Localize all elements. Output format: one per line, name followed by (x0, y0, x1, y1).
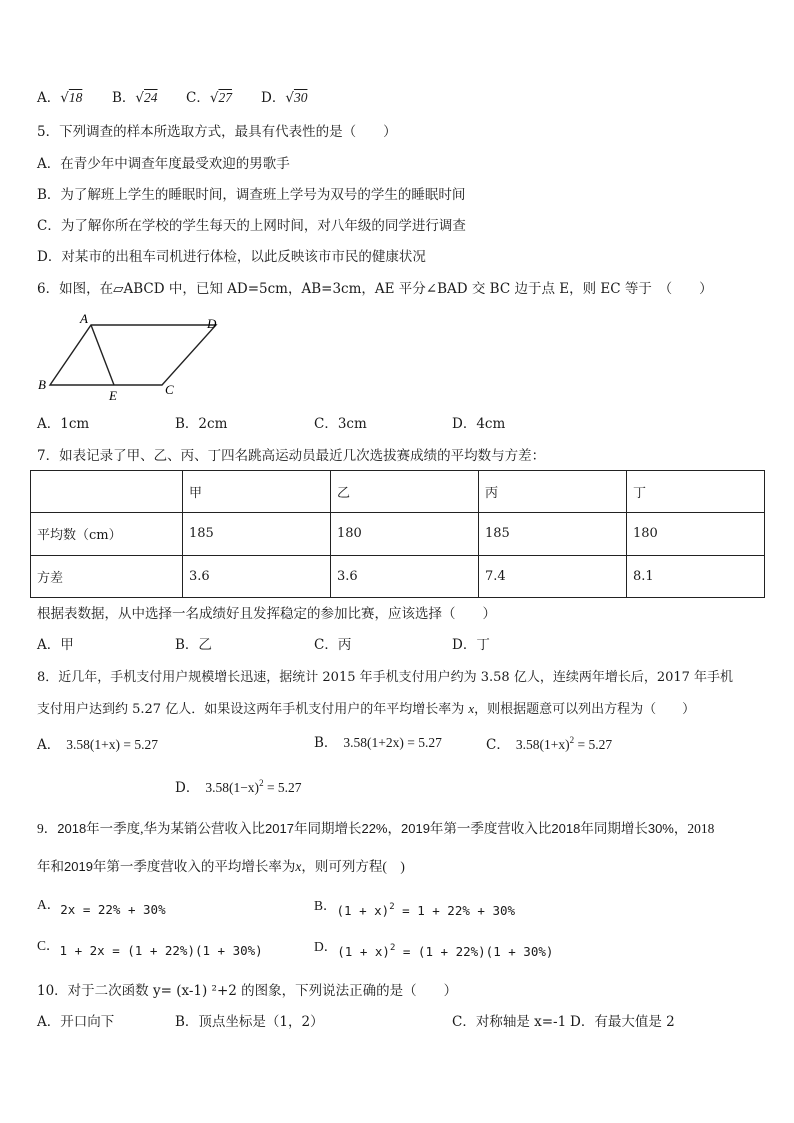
table-cell: 185 (183, 513, 331, 555)
q8-stem-line1: 8．近几年，手机支付用户规模增长迅速，据统计 2015 年手机支付用户约为 3.58 亿人，连续两年增长后，2017 年手机 (37, 670, 734, 685)
radicand: 30 (293, 90, 308, 105)
option-letter: C． (186, 90, 210, 106)
q7-option-b: B．乙 (175, 637, 212, 653)
option-letter: B． (314, 898, 337, 913)
q5-option-c: C．为了解你所在学校的学生每天的上网时间，对八年级的同学进行调查 (37, 218, 466, 234)
year: 2019 (64, 859, 93, 874)
q7-after-text: 根据表数据，从中选择一名成绩好且发挥稳定的参加比赛，应该选择（ ） (37, 606, 496, 622)
equation-base: 3.58(1+x) (515, 737, 570, 752)
equation-rhs: = 5.27 (263, 780, 302, 795)
stem-text: 年同期增长 (293, 821, 362, 836)
q7-score-table (30, 470, 765, 598)
table-cell: 180 (627, 513, 765, 555)
table-cell: 8.1 (627, 555, 765, 597)
q9-stem-line1 (37, 822, 714, 836)
table-cell (31, 471, 183, 513)
q6-stem: 6．如图，在▱ABCD 中，已知 AD=5cm，AB=3cm，AE 平分∠BAD 交 BC 边于点 E，则 EC 等于 （ ） (37, 281, 713, 297)
table-cell: 3.6 (331, 555, 479, 597)
q9-option-d (314, 939, 554, 959)
label-c: C (165, 382, 174, 397)
table-header-cell: 丁 (627, 471, 765, 513)
stem-text: 年和 (37, 859, 64, 874)
q9-option-a (37, 897, 166, 917)
q8-option-c (486, 736, 612, 753)
q6-option-c: C．3cm (314, 416, 367, 432)
table-cell: 7.4 (479, 555, 627, 597)
q5-option-a: A．在青少年中调查年度最受欢迎的男歌手 (37, 156, 290, 172)
q10-option-d: D．有最大值是 2 (570, 1014, 675, 1030)
radicand: 27 (218, 90, 232, 105)
exponent: 2 (569, 735, 575, 745)
sqrt-icon: √ (285, 90, 294, 106)
table-cell: 185 (479, 513, 627, 555)
table-cell: 180 (331, 513, 479, 555)
option-letter: B． (314, 735, 338, 751)
equation: 3.58(1+x) = 5.27 (66, 737, 158, 752)
table-header-cell: 乙 (331, 471, 479, 513)
option-letter: A． (37, 897, 61, 912)
q4-option-a (37, 91, 82, 106)
stem-text: ，则根据题意可以列出方程为（ ） (474, 702, 696, 717)
equation-rhs: = 1 + 22% + 30% (394, 903, 516, 918)
q5-option-b: B．为了解班上学生的睡眠时间，调查班上学号为双号的学生的睡眠时间 (37, 187, 466, 203)
q8-option-d (175, 779, 302, 796)
table-header-row (31, 471, 765, 513)
equation-base: (1 + x) (336, 903, 390, 918)
stem-text: ，则可列方程( ) (301, 859, 405, 874)
q4-option-c (186, 91, 232, 106)
equation-base: (1 + x) (337, 944, 390, 959)
q9-option-b (314, 898, 516, 918)
year: 2019 (401, 821, 430, 836)
sqrt-icon: √ (209, 90, 219, 106)
q8-option-b (314, 736, 442, 751)
q5-stem: 5．下列调查的样本所选取方式，最具有代表性的是（ ） (37, 124, 397, 140)
q10-option-c: C．对称轴是 x=-1 (452, 1014, 567, 1030)
exponent: 2 (389, 902, 395, 912)
option-letter: D． (314, 939, 338, 954)
table-row (31, 513, 765, 555)
year: 2018 (57, 821, 87, 836)
segment-ae (91, 325, 114, 385)
q6-option-b: B．2cm (175, 416, 228, 432)
label-a: A (80, 312, 88, 326)
q10-option-a: A．开口向下 (37, 1014, 115, 1030)
stem-text: 年一季度,华为某销公营收入比 (86, 821, 266, 836)
q4-option-b (112, 91, 158, 106)
q6-option-d: D．4cm (452, 416, 506, 432)
q10-stem: 10．对于二次函数 y= (x-1) ²+2 的图象，下列说法正确的是（ ） (37, 983, 458, 999)
percent: 30% (647, 821, 674, 836)
q8-stem-line2 (37, 702, 695, 716)
q9-option-c (37, 938, 263, 958)
parallelogram-figure (37, 312, 227, 404)
radicand: 18 (68, 90, 83, 105)
equation-rhs: = (1 + 22%)(1 + 30%) (395, 944, 554, 959)
stem-text: 9． (37, 821, 58, 836)
option-letter: B． (112, 90, 136, 106)
table-row-label: 平均数（cm） (31, 513, 183, 555)
exponent: 2 (389, 943, 396, 953)
variable: x (468, 701, 475, 716)
stem-text: 年同期增长 (580, 821, 648, 836)
radicand: 24 (144, 90, 158, 105)
variable: x (295, 859, 302, 874)
table-header-cell: 甲 (183, 471, 331, 513)
table-cell: 3.6 (183, 555, 331, 597)
q7-option-a: A．甲 (37, 637, 74, 653)
option-letter: A． (37, 90, 61, 106)
stem-text: ， (387, 821, 401, 836)
q5-option-d: D．对某市的出租车司机进行体检，以此反映该市市民的健康状况 (37, 249, 426, 265)
label-e: E (109, 388, 117, 403)
label-d: D (207, 316, 217, 331)
option-letter: C． (486, 737, 510, 753)
option-letter: D． (175, 780, 200, 796)
sqrt-icon: √ (60, 90, 69, 106)
exponent: 2 (259, 778, 264, 788)
sqrt-icon: √ (135, 90, 145, 106)
option-letter: A． (37, 737, 61, 753)
option-letter: C． (37, 938, 60, 953)
equation-base: 3.58(1−x) (205, 780, 260, 795)
equation: 3.58(1+2x) = 5.27 (343, 735, 442, 750)
table-row-label: 方差 (31, 555, 183, 597)
equation: 1 + 2x = (1 + 22%)(1 + 30%) (59, 943, 263, 958)
year: 2017 (265, 821, 294, 836)
q9-stem-line2 (37, 860, 405, 874)
table-header-cell: 丙 (479, 471, 627, 513)
table-row (31, 555, 765, 597)
stem-text: ，2018 (673, 821, 715, 836)
label-b: B (38, 377, 46, 392)
year: 2018 (551, 821, 581, 836)
q7-option-c: C．丙 (314, 637, 352, 653)
q10-option-b: B．顶点坐标是（1，2） (175, 1014, 324, 1030)
q7-option-d: D．丁 (452, 637, 490, 653)
q6-option-a: A．1cm (37, 416, 90, 432)
q7-stem: 7．如表记录了甲、乙、丙、丁四名跳高运动员最近几次选拔赛成绩的平均数与方差： (37, 448, 546, 464)
parallelogram-shape (50, 325, 216, 385)
q8-option-a (37, 738, 158, 753)
stem-text: 年第一季度营收入的平均增长率为 (92, 859, 296, 874)
equation: 2x = 22% + 30% (60, 902, 166, 917)
q4-option-d (261, 91, 307, 106)
equation-rhs: = 5.27 (574, 737, 613, 752)
stem-text: 支付用户达到约 5.27 亿人．如果设这两年手机支付用户的年平均增长率为 (37, 702, 469, 717)
option-letter: D． (261, 90, 286, 106)
stem-text: 年第一季度营收入比 (429, 821, 552, 836)
percent: 22% (361, 821, 388, 836)
